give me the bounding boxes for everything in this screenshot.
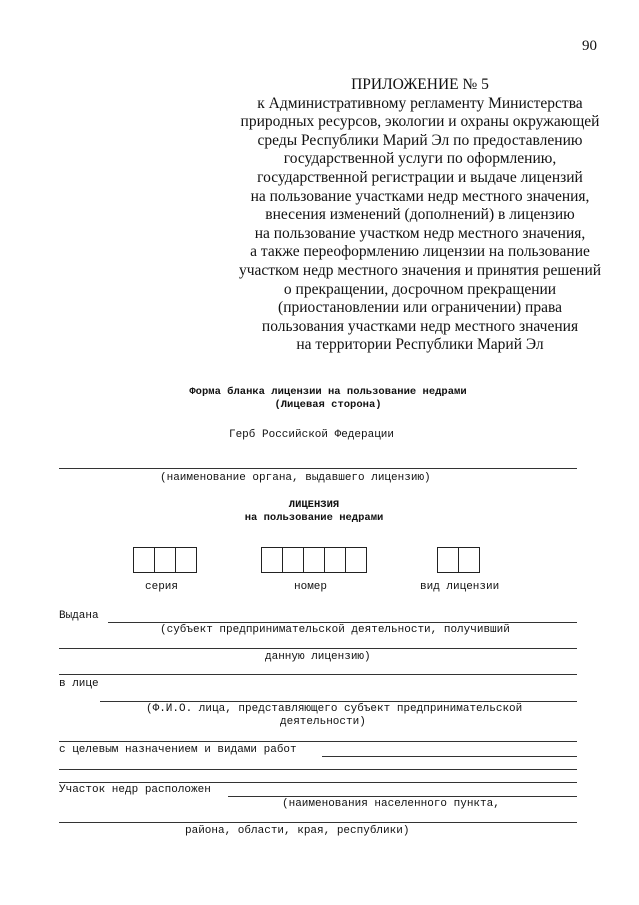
- plot-location-field-line-2[interactable]: [59, 822, 577, 823]
- purpose-field-line-3[interactable]: [59, 782, 577, 783]
- subject-field-line-3[interactable]: [59, 674, 577, 675]
- subject-field-line-2[interactable]: [59, 648, 577, 649]
- number-boxes[interactable]: [261, 547, 367, 573]
- issuer-caption: (наименование органа, выдавшего лицензию): [160, 472, 431, 484]
- purpose-label: с целевым назначением и видами работ: [59, 744, 297, 756]
- subject-caption-continued: данную лицензию): [265, 651, 371, 663]
- appendix-line: на пользование участками недр местного значения,: [250, 187, 590, 205]
- appendix-line: внесения изменений (дополнений) в лицензию: [265, 206, 575, 224]
- appendix-line: на территории Республики Марий Эл: [296, 336, 544, 354]
- purpose-field-line-2[interactable]: [59, 769, 577, 770]
- license-subtitle: на пользование недрами: [244, 512, 384, 524]
- issuer-field-line[interactable]: [59, 468, 577, 469]
- series-boxes[interactable]: [133, 547, 197, 573]
- appendix-line: природных ресурсов, экологии и охраны окружающей: [240, 113, 600, 131]
- appendix-line: к Административному регламенту Министерства: [257, 94, 583, 112]
- license-heading: [0, 499, 628, 525]
- issued-to-label: Выдана: [59, 610, 99, 622]
- appendix-line: на пользование участком недр местного значения,: [254, 224, 586, 242]
- coat-of-arms-placeholder: Герб Российской Федерации: [228, 429, 395, 441]
- series-label: серия: [145, 581, 179, 593]
- subject-caption: (субъект предпринимательской деятельности, получивший: [160, 624, 510, 636]
- form-title-line: Форма бланка лицензии на пользование недрами: [189, 386, 467, 398]
- issued-to-field-line[interactable]: [108, 622, 577, 623]
- representative-caption-continued: деятельности): [280, 716, 366, 728]
- represented-by-label: в лице: [59, 678, 99, 690]
- location-caption-continued: района, области, края, республики): [185, 825, 410, 837]
- plot-location-field-line[interactable]: [228, 796, 577, 797]
- appendix-line: пользования участками недр местного значения: [261, 317, 579, 335]
- form-subtitle-line: (Лицевая сторона): [274, 399, 382, 411]
- number-label: номер: [294, 581, 328, 593]
- purpose-field-line[interactable]: [322, 756, 577, 757]
- appendix-line: среды Республики Марий Эл по предоставлению: [257, 131, 583, 149]
- appendix-line: государственной услуги по оформлению,: [283, 150, 557, 168]
- appendix-line: участком недр местного значения и принятия решений: [238, 261, 602, 279]
- license-title: ЛИЦЕНЗИЯ: [288, 499, 340, 511]
- representative-caption: (Ф.И.О. лица, представляющего субъект предпринимательской: [146, 703, 523, 715]
- plot-location-label: Участок недр расположен: [59, 784, 211, 796]
- appendix-line: государственной регистрации и выдаче лицензий: [257, 168, 583, 186]
- representative-field-line[interactable]: [100, 701, 577, 702]
- location-caption: (наименования населенного пункта,: [282, 798, 500, 810]
- appendix-line: а также переоформлению лицензии на пользование: [250, 243, 590, 261]
- license-type-label: вид лицензии: [420, 581, 500, 593]
- appendix-line: о прекращении, досрочном прекращении: [283, 280, 557, 298]
- representative-field-line-2[interactable]: [59, 741, 577, 742]
- appendix-line: ПРИЛОЖЕНИЕ № 5: [351, 76, 489, 93]
- appendix-line: (приостановлении или ограничении) права: [278, 299, 562, 317]
- form-title: [0, 386, 639, 412]
- license-type-boxes[interactable]: [437, 547, 480, 573]
- appendix-header: [230, 76, 610, 355]
- page-number: 90: [582, 38, 597, 54]
